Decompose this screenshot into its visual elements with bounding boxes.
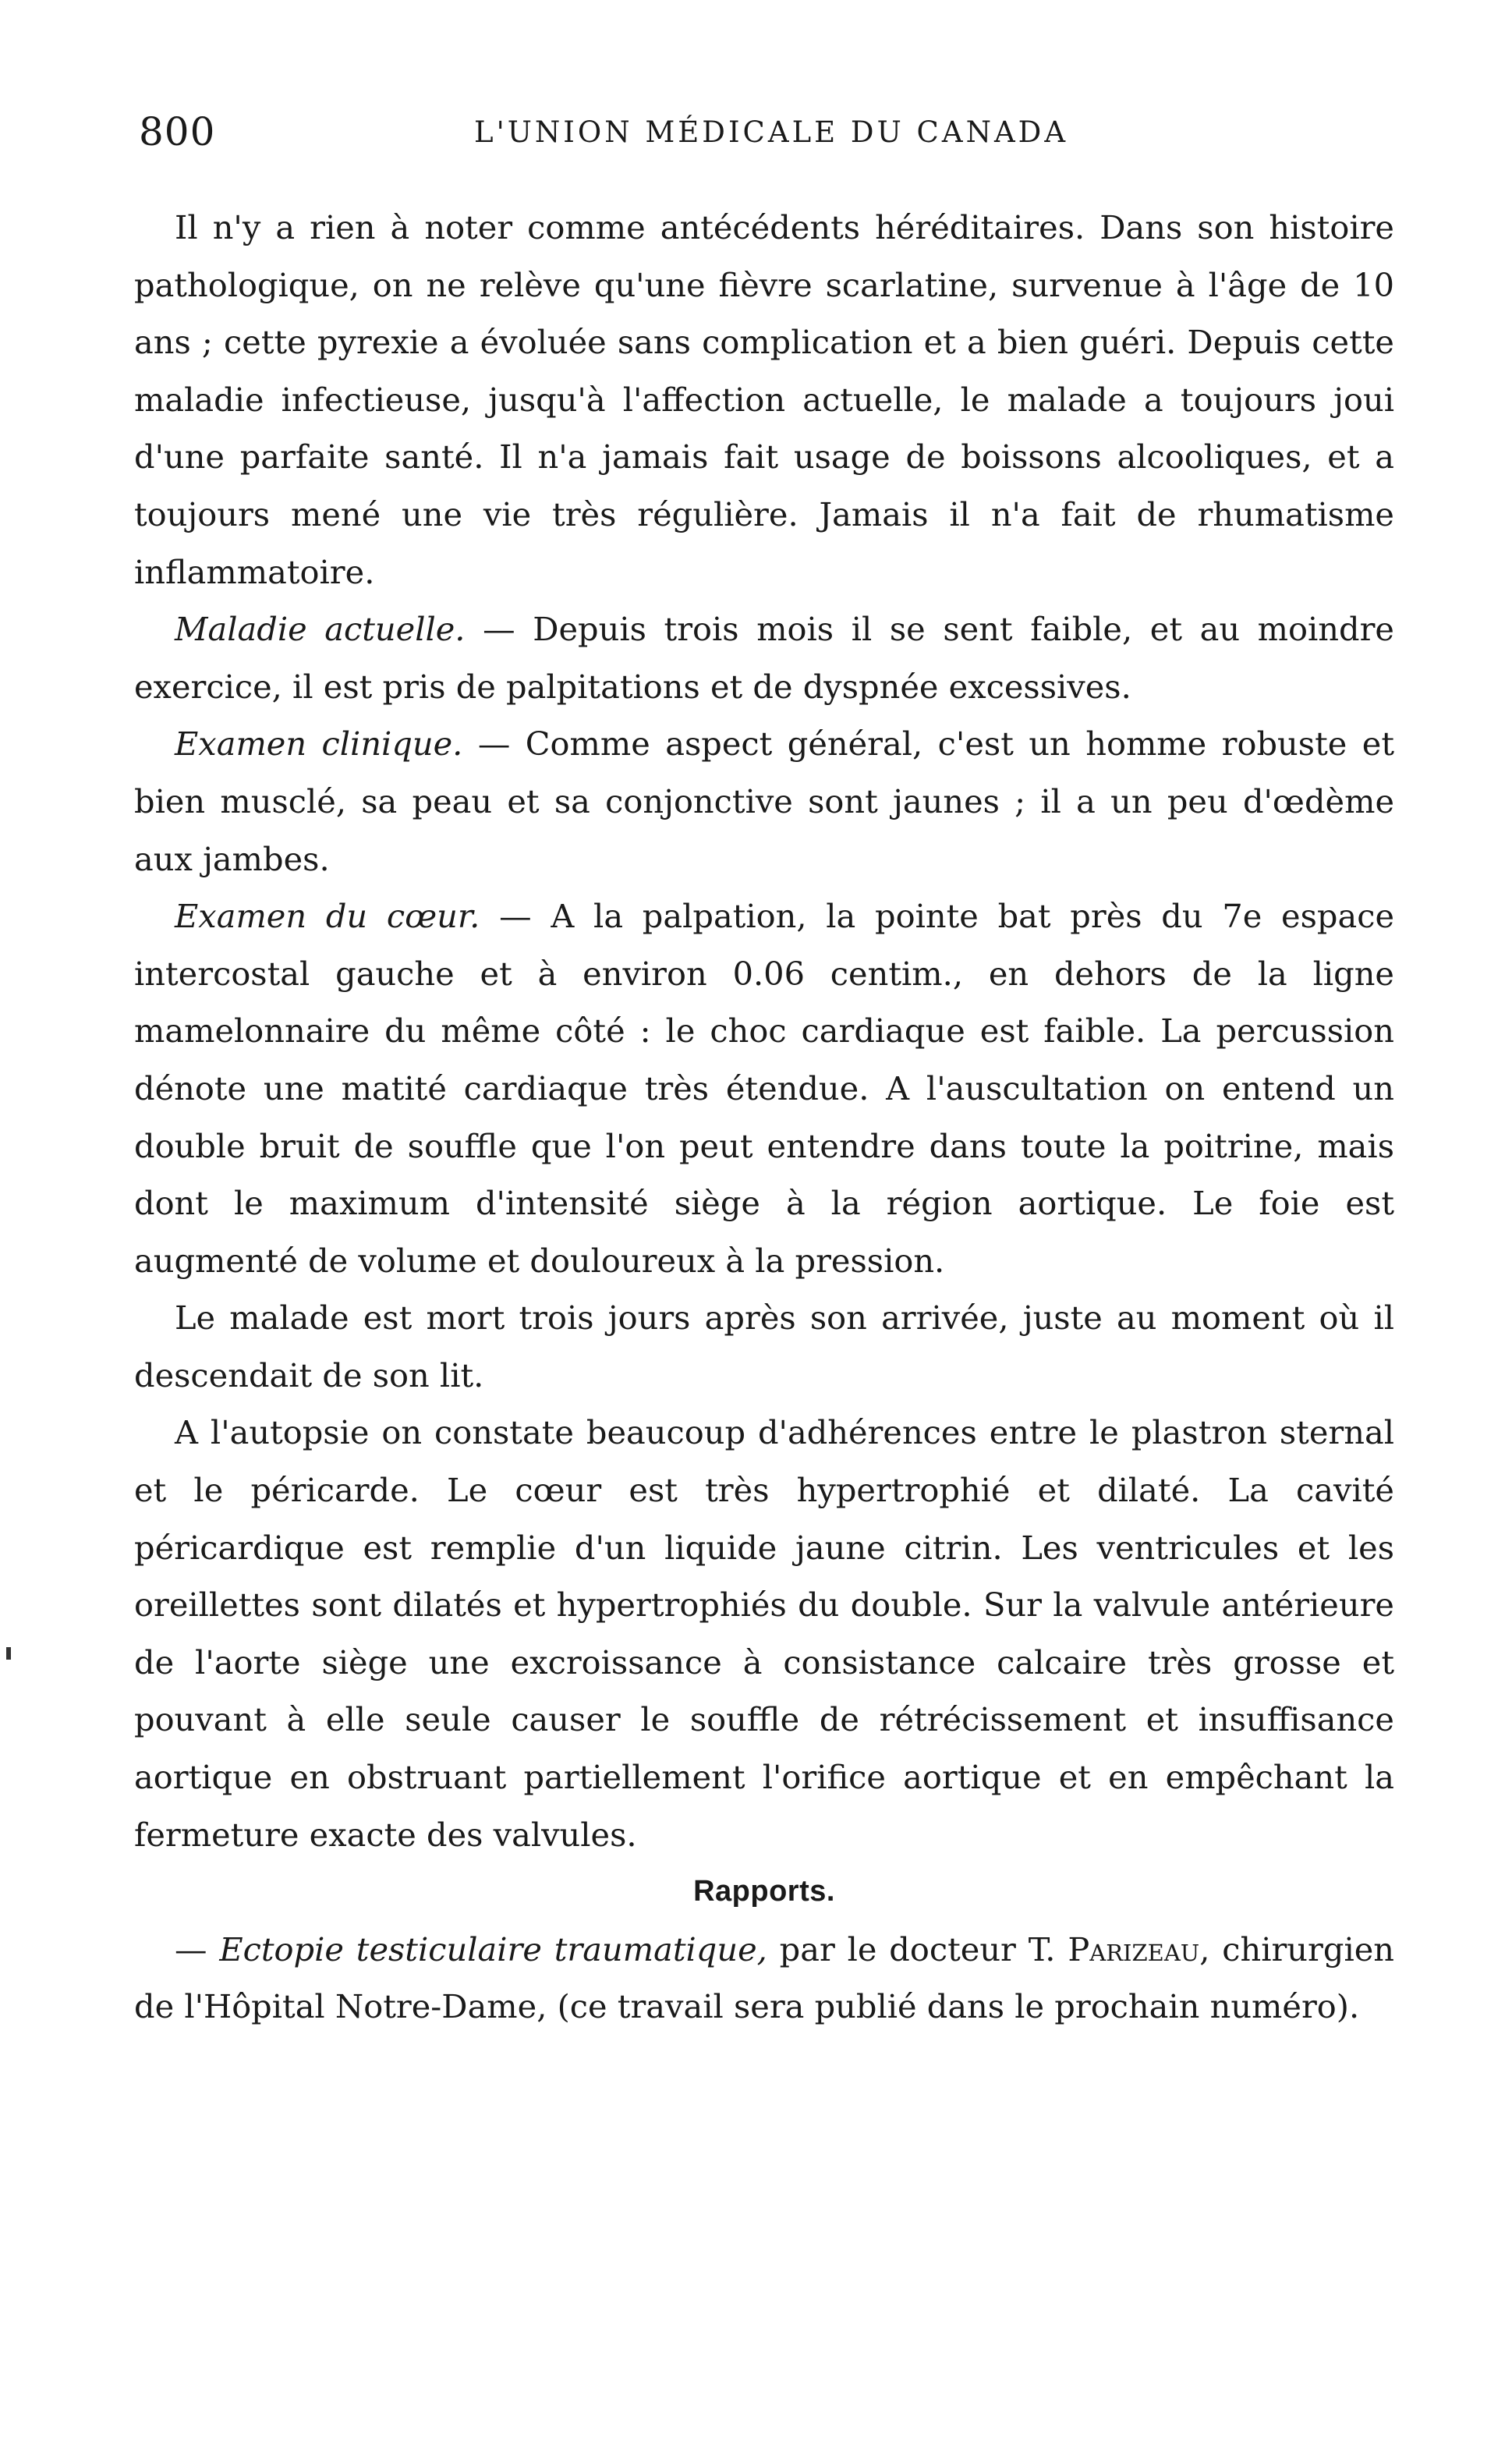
paragraph-lead: Examen clinique. xyxy=(175,725,463,764)
paragraph-rapport-entry xyxy=(134,1921,1394,2036)
paragraph-antecedents xyxy=(134,199,1394,601)
article-body xyxy=(134,199,1394,2036)
paragraph-text: Le malade est mort trois jours après son arrivée, juste au moment où il descendait de son lit. xyxy=(134,1299,1394,1394)
paragraph-text: A l'autopsie on constate beaucoup d'adhérences entre le plastron sternal et le péricarde. Le cœur est très hypertrophié et dilaté. La cavité péricardique est remplie d'un liquide jaune citrin. Les ventricules et les oreillettes sont dilatés et hypertrophiés du double. Sur la valvule antérieure de l'aorte siège une excroissance à consistance calcaire très grosse et pouvant à elle seule causer le souffle de rétrécissement et insuffisance aortique en obstruant partiellement l'orifice aortique et en empêchant la fermeture exacte des valvules. xyxy=(134,1413,1394,1854)
paragraph-maladie-actuelle xyxy=(134,601,1394,715)
page-number: 800 xyxy=(139,109,216,154)
paragraph-text: — Comme aspect général, c'est un homme robuste et bien musclé, sa peau et sa conjonctive sont jaunes ; il a un peu d'œdème aux jambes. xyxy=(134,725,1394,878)
paragraph-examen-clinique xyxy=(134,715,1394,888)
paragraph-lead: Examen du cœur. xyxy=(175,897,480,936)
rapport-by: par le docteur T. xyxy=(767,1929,1068,1968)
margin-ink-mark xyxy=(6,1647,11,1660)
paragraph-text: — Depuis trois mois il se sent faible, et au moindre exercice, il est pris de palpitations et de dyspnée excessives. xyxy=(134,610,1394,706)
page-header xyxy=(139,109,1394,172)
rapport-dash: — xyxy=(175,1929,220,1968)
rapport-author: Parizeau xyxy=(1068,1929,1200,1968)
paragraph-examen-coeur xyxy=(134,888,1394,1289)
paragraph-text: Il n'y a rien à noter comme antécédents héréditaires. Dans son histoire pathologique, on ne relève qu'une fièvre scarlatine, survenue à l'âge de 10 ans ; cette pyrexie a évoluée sans complication et a bien guéri. Depuis cette maladie infectieuse, jusqu'à l'affection actuelle, le malade a toujours joui d'une parfaite santé. Il n'a jamais fait usage de boissons alcooliques, et a toujours mené une vie très régulière. Jamais il n'a fait de rhumatisme inflammatoire. xyxy=(134,208,1394,591)
paragraph-deces xyxy=(134,1289,1394,1404)
rapport-rest: , chirurgien de l'Hôpital Notre-Dame, (ce travail sera publié dans le prochain numéro). xyxy=(134,1929,1394,2026)
rapport-title: Ectopie testiculaire traumatique, xyxy=(219,1929,767,1968)
paragraph-text: — A la palpation, la pointe bat près du 7e espace intercostal gauche et à environ 0.06 centim., en dehors de la ligne mamelonnaire du même côté : le choc cardiaque est faible. La percussion dénote une matité cardiaque très étendue. A l'auscultation on entend un double bruit de souffle que l'on peut entendre dans toute la poitrine, mais dont le maximum d'intensité siège à la région aortique. Le foie est augmenté de volume et douloureux à la pression. xyxy=(134,897,1395,1280)
running-title: L'UNION MÉDICALE DU CANADA xyxy=(474,115,1069,149)
paragraph-lead: Maladie actuelle. xyxy=(175,610,466,649)
paragraph-autopsie xyxy=(134,1404,1394,1863)
section-heading-rapports: Rapports. xyxy=(693,1875,835,1908)
